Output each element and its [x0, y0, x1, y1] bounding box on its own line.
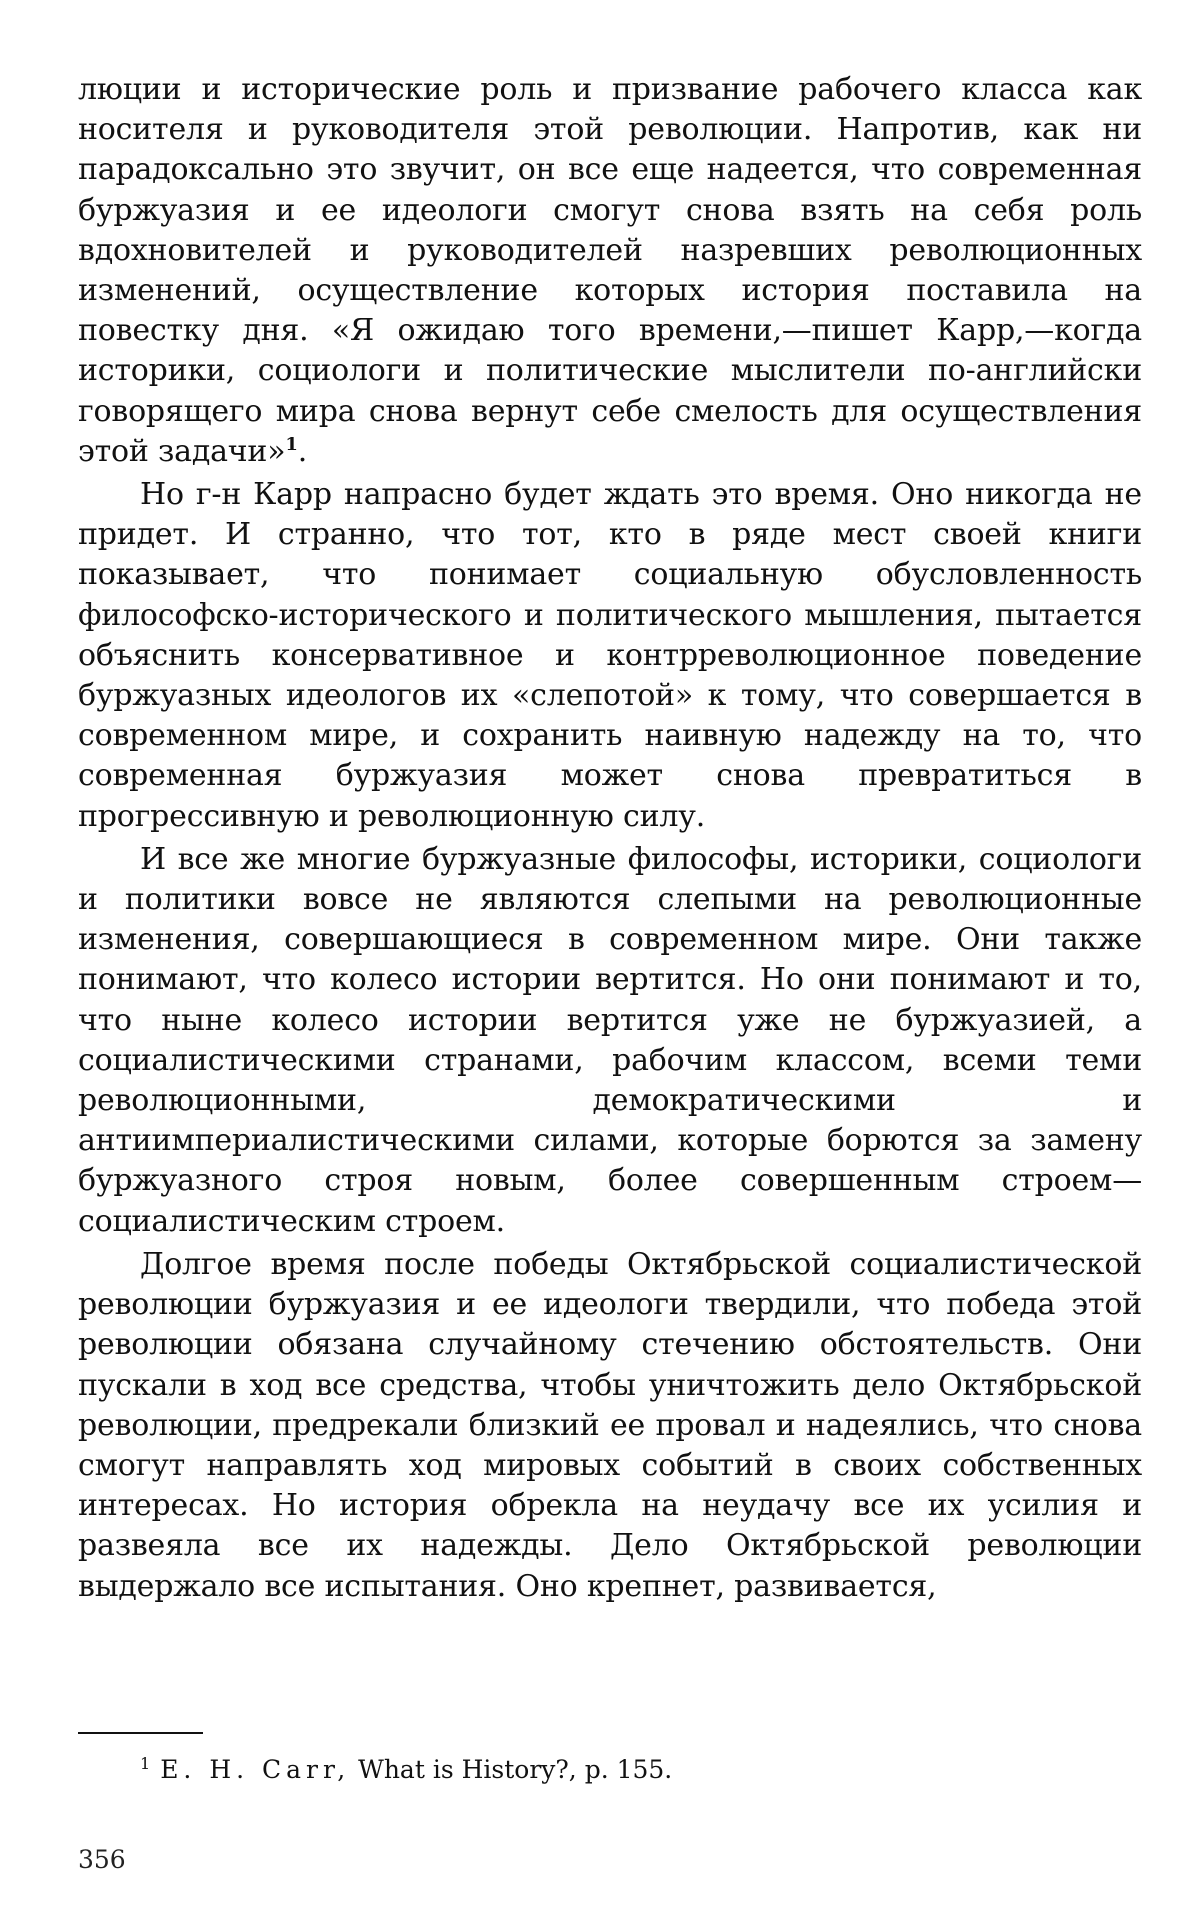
paragraph-2: Но г-н Карр напрасно будет ждать это время. Оно никогда не придет. И странно, что тот, кто в ряде мест своей книги показывает, что понимает социальную обусловленность философско-исторического и политического мышления, пытается объяснить консервативное и контрреволюционное поведение буржуазных идеологов их «слепотой» к тому, что совершается в современном мире, и сохранить наивную надежду на то, что современная буржуазия может снова превратиться в прогрессивную и революционную силу. — [78, 477, 1142, 834]
page-number: 356 — [78, 1845, 126, 1874]
footnote-marker: 1 — [140, 1753, 151, 1773]
paragraph-1-text: люции и исторические роль и призвание рабочего класса как носителя и руководителя этой революции. Напротив, как ни парадоксально это звучит, он все еще надеется, что современная буржуазия и ее идеологи смогут снова взять на себя роль вдохновителей и руководителей назревших революционных изменений, осуществление которых история поставила на повестку дня. «Я ожидаю того времени,—пишет Карр,—когда историки, социологи и политические мыслители по-английски говорящего мира снова вернут себе смелость для осуществления этой задачи» — [78, 72, 1142, 469]
paragraph-3: И все же многие буржуазные философы, историки, социологи и политики вовсе не являются слепыми на революционные изменения, совершающиеся в современном мире. Они также понимают, что колесо истории вертится. Но они понимают и то, что ныне колесо истории вертится уже не буржуазией, а социалистическими странами, рабочим классом, всеми теми революционными, демократическими и антиимпериалистическими силами, которые борются за замену буржуазного строя новым, более совершенным строем—социалистическим строем. — [78, 841, 1142, 1239]
book-page — [78, 70, 1142, 1890]
body-text — [78, 70, 1142, 1607]
footnote-author: E. H. Carr, — [160, 1755, 351, 1784]
footnote-reference: 1 — [285, 433, 298, 455]
paragraph-4: Долгое время после победы Октябрьской социалистической революции буржуазия и ее идеологи твердили, что победа этой революции обязана случайному стечению обстоятельств. Они пускали в ход все средства, чтобы уничтожить дело Октябрьской революции, предрекали близкий ее провал и надеялись, что снова смогут направлять ход мировых событий в своих собственных интересах. Но история обрекла на неудачу все их усилия и развеяла все их надежды. Дело Октябрьской революции выдержало все испытания. Оно крепнет, развивается, — [78, 1246, 1142, 1604]
footnote-work: What is History?, p. 155. — [358, 1755, 673, 1784]
paragraph-1 — [78, 70, 1142, 472]
footnote — [140, 1754, 672, 1786]
footnote-divider — [78, 1732, 203, 1734]
paragraph-1-tail: . — [297, 433, 308, 469]
